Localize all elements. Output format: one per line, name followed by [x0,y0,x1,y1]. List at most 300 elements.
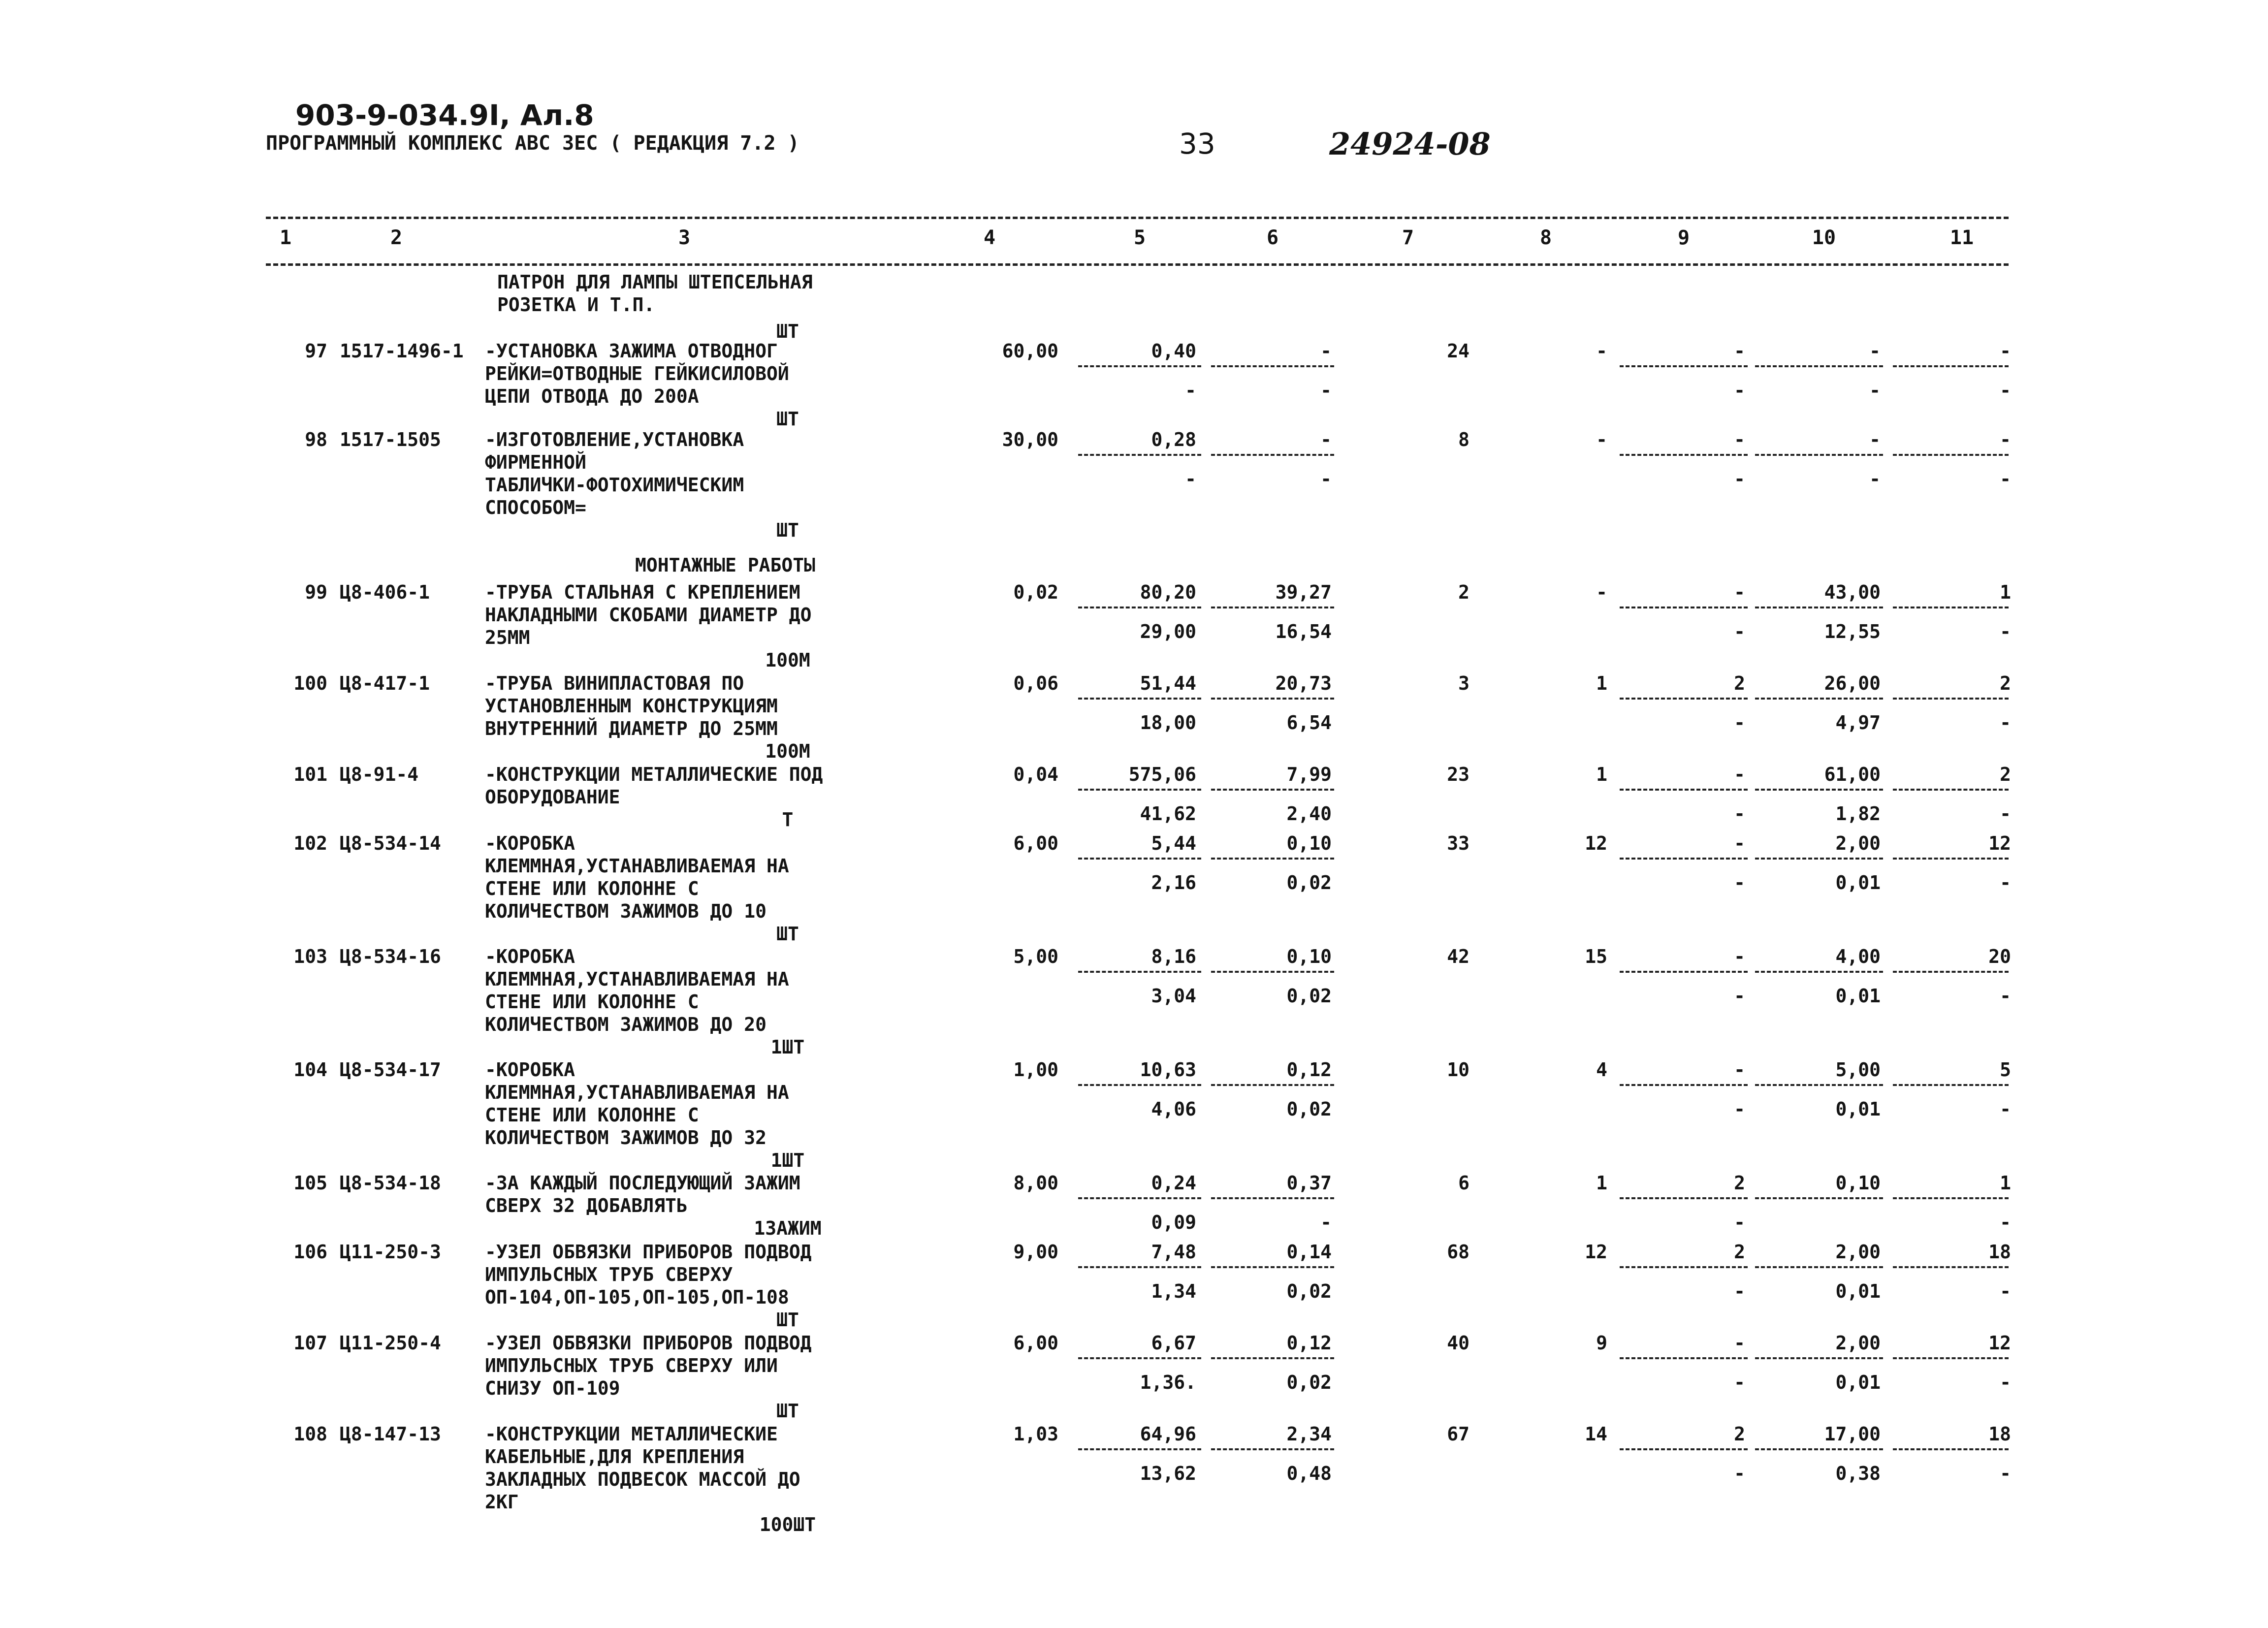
row-unit: ШТ [776,1309,799,1331]
divider-col10 [1755,789,1883,791]
col11-value: 20 [1988,946,2011,967]
divider-col9 [1620,698,1748,700]
col6-value: 0,37 [1286,1172,1332,1194]
divider-col10 [1755,1357,1883,1359]
row-description: ИМПУЛЬСНЫХ ТРУБ СВЕРХУ ИЛИ [485,1355,778,1376]
col7-value: 8 [1458,429,1469,450]
col5-value: 575,06 [1128,764,1196,785]
col11-subvalue: - [2000,1212,2011,1233]
col9-subvalue: - [1734,712,1745,734]
row-description: СНИЗУ ОП-109 [485,1377,620,1399]
document-code: 903-9-034.9I, Ал.8 [295,98,594,132]
divider-col6 [1211,607,1334,608]
divider-col6 [1211,1266,1334,1268]
divider-col10 [1755,365,1883,367]
divider-col6 [1211,1197,1334,1199]
col9-subvalue: - [1734,1280,1745,1302]
row-description: -УСТАНОВКА ЗАЖИМА ОТВОДНОГ [485,340,778,362]
row-code: 1517-1505 [340,429,441,450]
col11-subvalue: - [2000,621,2011,642]
col11-value: 5 [2000,1059,2011,1081]
col5-subvalue: 2,16 [1151,872,1196,894]
divider-col6 [1211,789,1334,791]
divider-col11 [1893,971,2009,973]
section-title: МОНТАЖНЫЕ РАБОТЫ [635,554,816,576]
col5-value: 6,67 [1151,1332,1196,1354]
row-description: -ЗА КАЖДЫЙ ПОСЛЕДУЮЩИЙ ЗАЖИМ [485,1172,800,1194]
col9-value: - [1734,764,1745,785]
column-header-10: 10 [1812,226,1836,249]
column-header-11: 11 [1949,226,1974,249]
divider-col5 [1078,858,1201,860]
col4-value: 6,00 [1013,1332,1058,1354]
col6-value: 7,99 [1286,764,1332,785]
row-description: КОЛИЧЕСТВОМ ЗАЖИМОВ ДО 32 [485,1127,767,1149]
col10-value: - [1869,340,1881,362]
col10-subvalue: 0,01 [1835,985,1881,1007]
col6-subvalue: - [1320,1212,1332,1233]
col4-value: 30,00 [1002,429,1058,450]
row-code: Ц8-406-1 [340,581,430,603]
divider-col9 [1620,1357,1748,1359]
header-top-rule [266,217,2009,219]
divider-col11 [1893,607,2009,608]
col5-value: 51,44 [1140,672,1196,694]
col11-subvalue: - [2000,985,2011,1007]
row-number: 98 [305,429,327,450]
row-unit: ШТ [776,519,799,541]
divider-col5 [1078,365,1201,367]
row-code: Ц8-417-1 [340,672,430,694]
col9-subvalue: - [1734,872,1745,894]
divider-col9 [1620,1266,1748,1268]
col11-subvalue: - [2000,380,2011,401]
col9-value: 2 [1734,1172,1745,1194]
col5-subvalue: 1,36. [1140,1372,1196,1393]
col9-value: - [1734,340,1745,362]
divider-col5 [1078,1357,1201,1359]
col10-value: - [1869,429,1881,450]
col11-value: - [2000,429,2011,450]
row-description: РЕЙКИ=ОТВОДНЫЕ ГЕЙКИСИЛОВОЙ [485,363,789,384]
row-description: КЛЕММНАЯ,УСТАНАВЛИВАЕМАЯ НА [485,855,789,877]
divider-col10 [1755,971,1883,973]
col6-value: - [1320,429,1332,450]
col11-subvalue: - [2000,712,2011,734]
row-number: 106 [293,1241,327,1263]
col10-subvalue: - [1869,380,1881,401]
col4-value: 0,04 [1013,764,1058,785]
col8-value: - [1596,429,1607,450]
row-description: ЦЕПИ ОТВОДА ДО 200А [485,385,699,407]
divider-col6 [1211,971,1334,973]
row-description: СТЕНЕ ИЛИ КОЛОННЕ С [485,991,699,1013]
col10-subvalue: 0,01 [1835,872,1881,894]
divider-col11 [1893,1084,2009,1086]
col11-subvalue: - [2000,1372,2011,1393]
col8-value: 9 [1596,1332,1607,1354]
col11-subvalue: - [2000,803,2011,825]
row-description: УСТАНОВЛЕННЫМ КОНСТРУКЦИЯМ [485,695,778,717]
divider-col6 [1211,365,1334,367]
col6-value: 20,73 [1275,672,1332,694]
col5-value: 5,44 [1151,832,1196,854]
col9-value: - [1734,1332,1745,1354]
row-number: 100 [293,672,327,694]
col7-value: 68 [1447,1241,1469,1263]
col9-value: 2 [1734,1241,1745,1263]
divider-col9 [1620,858,1748,860]
col4-value: 60,00 [1002,340,1058,362]
divider-col5 [1078,454,1201,456]
col4-value: 8,00 [1013,1172,1058,1194]
row-unit: 1ШТ [770,1149,805,1171]
carry-over-text: ПАТРОН ДЛЯ ЛАМПЫ ШТЕПСЕЛЬНАЯ [497,271,813,293]
col5-subvalue: 18,00 [1140,712,1196,734]
col10-subvalue: 0,01 [1835,1098,1881,1120]
col10-subvalue: 0,38 [1835,1463,1881,1484]
col4-value: 1,03 [1013,1423,1058,1445]
col11-value: - [2000,340,2011,362]
col5-value: 64,96 [1140,1423,1196,1445]
col9-subvalue: - [1734,468,1745,490]
col5-value: 0,28 [1151,429,1196,450]
col5-value: 10,63 [1140,1059,1196,1081]
row-description: -ТРУБА ВИНИПЛАСТОВАЯ ПО [485,672,744,694]
col11-subvalue: - [2000,872,2011,894]
divider-col5 [1078,1266,1201,1268]
col5-value: 8,16 [1151,946,1196,967]
col6-subvalue: 2,40 [1286,803,1332,825]
col6-value: 0,12 [1286,1332,1332,1354]
col8-value: 1 [1596,764,1607,785]
divider-col9 [1620,789,1748,791]
col6-subvalue: 0,02 [1286,1372,1332,1393]
col10-subvalue: 0,01 [1835,1280,1881,1302]
col11-value: 1 [2000,581,2011,603]
row-description: СТЕНЕ ИЛИ КОЛОННЕ С [485,1104,699,1126]
col9-value: - [1734,1059,1745,1081]
col9-value: - [1734,946,1745,967]
row-description: КОЛИЧЕСТВОМ ЗАЖИМОВ ДО 10 [485,900,767,922]
col5-subvalue: 29,00 [1140,621,1196,642]
col11-value: 12 [1988,832,2011,854]
col10-subvalue: 4,97 [1835,712,1881,734]
col7-value: 2 [1458,581,1469,603]
col6-value: 39,27 [1275,581,1332,603]
row-unit: 1ШТ [770,1036,805,1058]
row-description: ОП-104,ОП-105,ОП-105,ОП-108 [485,1286,789,1308]
row-number: 102 [293,832,327,854]
col8-value: 14 [1585,1423,1607,1445]
col4-value: 1,00 [1013,1059,1058,1081]
row-description: 25ММ [485,627,530,648]
row-unit: 1ЗАЖИМ [754,1217,822,1239]
row-number: 107 [293,1332,327,1354]
col7-value: 23 [1447,764,1469,785]
col6-value: 2,34 [1286,1423,1332,1445]
column-header-7: 7 [1402,226,1414,249]
row-unit: Т [782,809,794,830]
col4-value: 0,02 [1013,581,1058,603]
divider-col5 [1078,789,1201,791]
col10-value: 2,00 [1835,832,1881,854]
row-description: -УЗЕЛ ОБВЯЗКИ ПРИБОРОВ ПОДВОД [485,1241,812,1263]
divider-col11 [1893,1448,2009,1450]
column-header-5: 5 [1133,226,1146,249]
divider-col6 [1211,1357,1334,1359]
col5-value: 0,40 [1151,340,1196,362]
divider-col11 [1893,1266,2009,1268]
divider-col10 [1755,1084,1883,1086]
divider-col10 [1755,1266,1883,1268]
divider-col11 [1893,1197,2009,1199]
divider-col10 [1755,607,1883,608]
row-description: СПОСОБОМ= [485,497,586,518]
row-description: ФИРМЕННОЙ [485,451,586,473]
col7-value: 10 [1447,1059,1469,1081]
col10-subvalue: - [1869,468,1881,490]
divider-col9 [1620,607,1748,608]
row-description: ЗАКЛАДНЫХ ПОДВЕСОК МАССОЙ ДО [485,1468,800,1490]
row-description: -КОРОБКА [485,832,575,854]
col8-value: 15 [1585,946,1607,967]
col9-subvalue: - [1734,1098,1745,1120]
col11-value: 18 [1988,1423,2011,1445]
column-header-3: 3 [678,226,691,249]
divider-col9 [1620,1448,1748,1450]
col10-subvalue: 12,55 [1824,621,1881,642]
row-description: КЛЕММНАЯ,УСТАНАВЛИВАЕМАЯ НА [485,1082,789,1103]
divider-col9 [1620,1084,1748,1086]
column-header-8: 8 [1539,226,1552,249]
row-code: Ц8-91-4 [340,764,419,785]
col5-subvalue: 3,04 [1151,985,1196,1007]
row-code: Ц8-147-13 [340,1423,441,1445]
col9-value: 2 [1734,1423,1745,1445]
column-header-2: 2 [390,226,403,249]
divider-col5 [1078,698,1201,700]
row-description: -КОНСТРУКЦИИ МЕТАЛЛИЧЕСКИЕ ПОД [485,764,823,785]
col5-value: 80,20 [1140,581,1196,603]
col5-subvalue: 41,62 [1140,803,1196,825]
row-unit: ШТ [776,408,799,430]
col9-subvalue: - [1734,803,1745,825]
row-code: Ц8-534-14 [340,832,441,854]
carry-over-text: РОЗЕТКА И Т.П. [497,294,655,316]
col8-value: 1 [1596,1172,1607,1194]
row-unit: 100М [765,649,810,671]
column-header-6: 6 [1266,226,1279,249]
col10-value: 2,00 [1835,1241,1881,1263]
col11-value: 12 [1988,1332,2011,1354]
col9-subvalue: - [1734,1212,1745,1233]
divider-col10 [1755,454,1883,456]
divider-col11 [1893,454,2009,456]
carry-over-unit: ШТ [776,320,799,342]
col11-value: 2 [2000,764,2011,785]
col8-value: - [1596,581,1607,603]
divider-col11 [1893,1357,2009,1359]
col8-value: - [1596,340,1607,362]
row-code: Ц8-534-18 [340,1172,441,1194]
col8-value: 1 [1596,672,1607,694]
col6-value: 0,12 [1286,1059,1332,1081]
column-header-4: 4 [983,226,996,249]
col4-value: 6,00 [1013,832,1058,854]
col5-value: 7,48 [1151,1241,1196,1263]
program-title: ПРОГРАММНЫЙ КОМПЛЕКС АВС 3ЕС ( РЕДАКЦИЯ 7.2 ) [266,132,799,155]
row-description: -УЗЕЛ ОБВЯЗКИ ПРИБОРОВ ПОДВОД [485,1332,812,1354]
row-description: ТАБЛИЧКИ-ФОТОХИМИЧЕСКИМ [485,474,744,496]
row-number: 97 [305,340,327,362]
row-code: Ц8-534-17 [340,1059,441,1081]
row-code: Ц11-250-4 [340,1332,441,1354]
row-description: 2КГ [485,1491,519,1513]
row-unit: 100ШТ [759,1514,816,1535]
row-description: СТЕНЕ ИЛИ КОЛОННЕ С [485,878,699,899]
divider-col5 [1078,1084,1201,1086]
divider-col10 [1755,858,1883,860]
col10-value: 26,00 [1824,672,1881,694]
col7-value: 67 [1447,1423,1469,1445]
divider-col5 [1078,971,1201,973]
handwritten-number: 24924-08 [1329,126,1491,162]
col6-subvalue: - [1320,380,1332,401]
col10-value: 4,00 [1835,946,1881,967]
divider-col6 [1211,1084,1334,1086]
col9-subvalue: - [1734,1372,1745,1393]
col6-value: 0,10 [1286,832,1332,854]
row-code: Ц11-250-3 [340,1241,441,1263]
row-number: 108 [293,1423,327,1445]
divider-col6 [1211,454,1334,456]
col5-subvalue: - [1185,468,1196,490]
page-number: 33 [1179,127,1215,160]
col10-value: 61,00 [1824,764,1881,785]
col4-value: 5,00 [1013,946,1058,967]
col5-subvalue: - [1185,380,1196,401]
col11-subvalue: - [2000,1463,2011,1484]
row-code: Ц8-534-16 [340,946,441,967]
row-description: КЛЕММНАЯ,УСТАНАВЛИВАЕМАЯ НА [485,968,789,990]
row-unit: ШТ [776,923,799,945]
col4-value: 0,06 [1013,672,1058,694]
col6-subvalue: 0,48 [1286,1463,1332,1484]
divider-col10 [1755,1448,1883,1450]
col10-value: 5,00 [1835,1059,1881,1081]
col9-subvalue: - [1734,621,1745,642]
col5-subvalue: 0,09 [1151,1212,1196,1233]
row-description: КАБЕЛЬНЫЕ,ДЛЯ КРЕПЛЕНИЯ [485,1446,744,1468]
col9-value: - [1734,832,1745,854]
row-unit: ШТ [776,1400,799,1422]
col10-value: 2,00 [1835,1332,1881,1354]
col6-subvalue: 6,54 [1286,712,1332,734]
col7-value: 33 [1447,832,1469,854]
col6-value: 0,14 [1286,1241,1332,1263]
divider-col5 [1078,607,1201,608]
col8-value: 12 [1585,832,1607,854]
col9-value: - [1734,429,1745,450]
col6-subvalue: 0,02 [1286,1280,1332,1302]
col8-value: 12 [1585,1241,1607,1263]
col9-subvalue: - [1734,380,1745,401]
col7-value: 24 [1447,340,1469,362]
col6-value: 0,10 [1286,946,1332,967]
divider-col10 [1755,698,1883,700]
col7-value: 42 [1447,946,1469,967]
row-description: КОЛИЧЕСТВОМ ЗАЖИМОВ ДО 20 [485,1014,767,1035]
divider-col5 [1078,1197,1201,1199]
col8-value: 4 [1596,1059,1607,1081]
divider-col9 [1620,365,1748,367]
col9-value: - [1734,581,1745,603]
col6-subvalue: 0,02 [1286,985,1332,1007]
divider-col11 [1893,365,2009,367]
col11-subvalue: - [2000,468,2011,490]
row-description: -КОРОБКА [485,1059,575,1081]
divider-col11 [1893,698,2009,700]
row-code: 1517-1496-1 [340,340,464,362]
divider-col6 [1211,858,1334,860]
col9-value: 2 [1734,672,1745,694]
col6-subvalue: - [1320,468,1332,490]
column-header-1: 1 [279,226,292,249]
row-unit: 100М [765,740,810,762]
row-number: 105 [293,1172,327,1194]
col10-value: 43,00 [1824,581,1881,603]
row-description: СВЕРХ 32 ДОБАВЛЯТЬ [485,1195,688,1216]
col5-subvalue: 1,34 [1151,1280,1196,1302]
row-number: 104 [293,1059,327,1081]
divider-col10 [1755,1197,1883,1199]
row-number: 99 [305,581,327,603]
divider-col11 [1893,789,2009,791]
divider-col9 [1620,971,1748,973]
col11-subvalue: - [2000,1280,2011,1302]
column-header-9: 9 [1677,226,1690,249]
row-number: 101 [293,764,327,785]
col7-value: 40 [1447,1332,1469,1354]
col6-subvalue: 16,54 [1275,621,1332,642]
row-description: ОБОРУДОВАНИЕ [485,786,620,808]
divider-col6 [1211,698,1334,700]
col11-value: 2 [2000,672,2011,694]
col7-value: 3 [1458,672,1469,694]
divider-col6 [1211,1448,1334,1450]
row-description: НАКЛАДНЫМИ СКОБАМИ ДИАМЕТР ДО [485,604,812,626]
header-bottom-rule [266,263,2009,266]
col6-subvalue: 0,02 [1286,1098,1332,1120]
row-description: ВНУТРЕННИЙ ДИАМЕТР ДО 25ММ [485,718,778,739]
col4-value: 9,00 [1013,1241,1058,1263]
row-description: -ТРУБА СТАЛЬНАЯ С КРЕПЛЕНИЕМ [485,581,800,603]
col9-subvalue: - [1734,1463,1745,1484]
col5-value: 0,24 [1151,1172,1196,1194]
divider-col9 [1620,454,1748,456]
col10-subvalue: 0,01 [1835,1372,1881,1393]
row-description: -КОНСТРУКЦИИ МЕТАЛЛИЧЕСКИЕ [485,1423,778,1445]
col10-value: 17,00 [1824,1423,1881,1445]
divider-col11 [1893,858,2009,860]
row-number: 103 [293,946,327,967]
col5-subvalue: 4,06 [1151,1098,1196,1120]
col11-subvalue: - [2000,1098,2011,1120]
col6-value: - [1320,340,1332,362]
col10-subvalue: 1,82 [1835,803,1881,825]
row-description: ИМПУЛЬСНЫХ ТРУБ СВЕРХУ [485,1264,733,1285]
